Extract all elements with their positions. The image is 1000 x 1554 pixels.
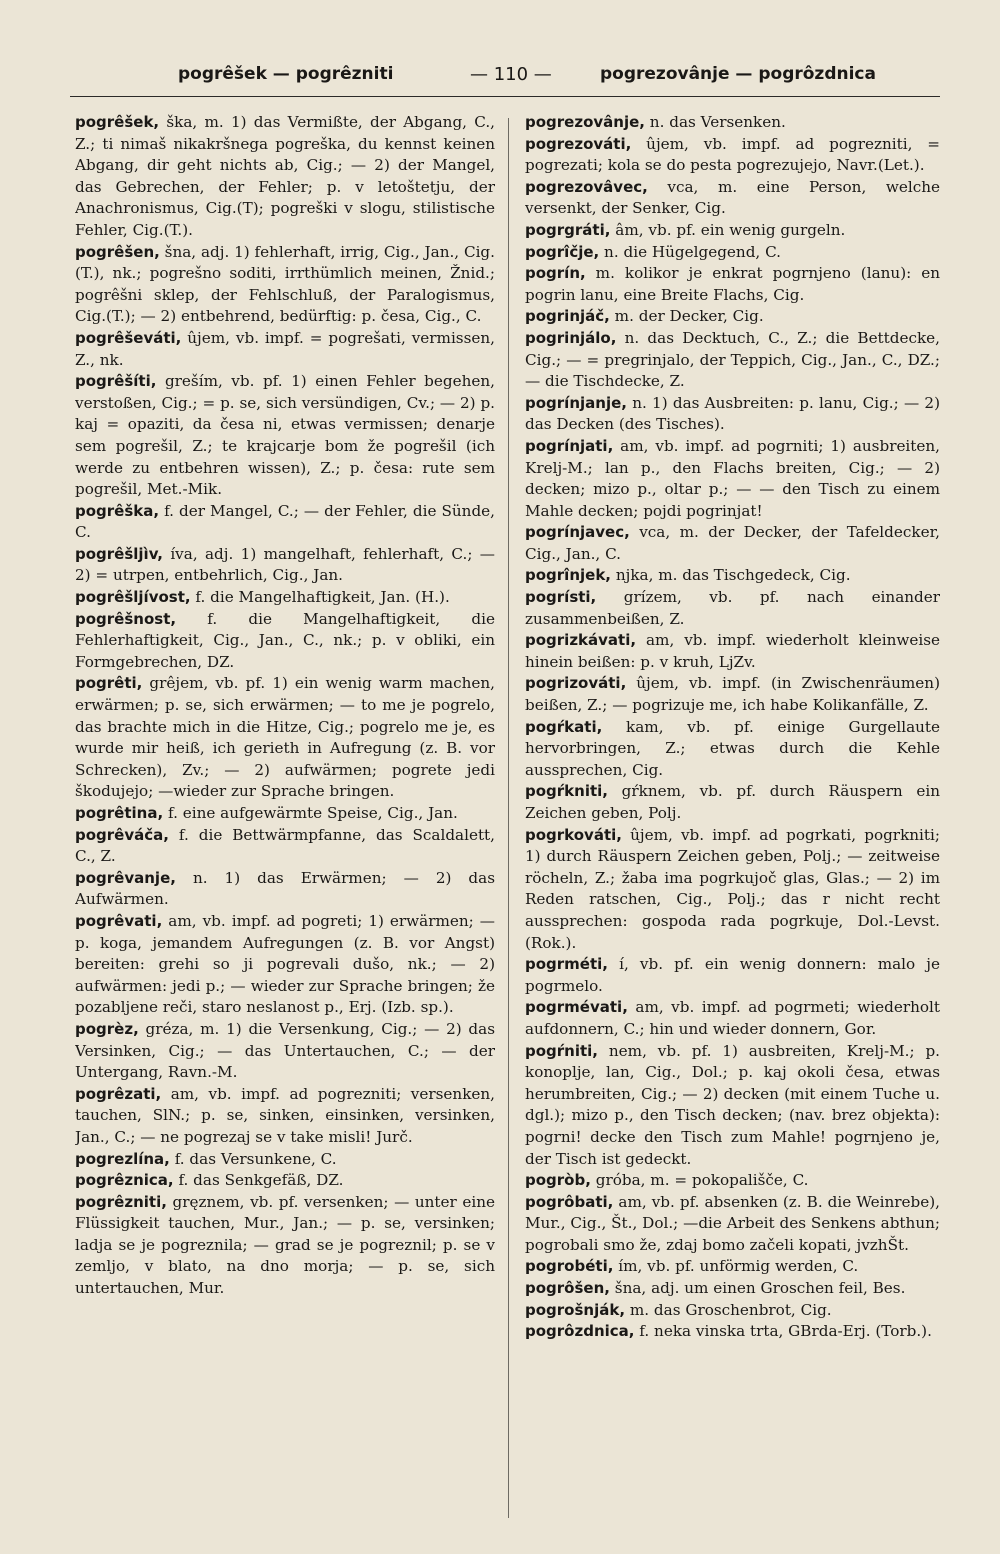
entry-headword: pogrêšen,	[75, 242, 160, 261]
entry-definition: gręznem, vb. pf. versenken; — unter eine Flüssigkeit tauchen, Mur., Jan.; — p. se, versinken; ladja se je pogreznila; — grad se je pogreznil; p. se v zemljo, v blato, na dno morja; — p. se, sich untertauchen, Mur.	[75, 1192, 495, 1298]
entry-definition: ûjem, vb. impf. (in Zwischenräumen) beißen, Z.; — pogrizuje me, ich habe Kolikanfälle, Z.	[525, 674, 940, 715]
entry-definition: am, vb. impf. ad pogrezniti; versenken, tauchen, SlN.; p. se, sinken, einsinken, versinken, Jan., C.; — ne pogrezaj se v take misli! Jurč.	[75, 1084, 495, 1146]
dictionary-entry	[525, 673, 940, 716]
entry-definition: n. 1) das Erwärmen; — 2) das Aufwärmen.	[75, 868, 495, 909]
running-head-right: pogrezovânje — pogrôzdnica	[600, 64, 876, 84]
entry-definition: f. eine aufgewärmte Speise, Cig., Jan.	[163, 804, 458, 822]
entry-definition: í, vb. pf. ein wenig donnern: malo je pogrmelo.	[525, 955, 940, 995]
entry-definition: grêjem, vb. pf. 1) ein wenig warm machen, erwärmen; p. se, sich erwärmen; — to me je pogrelo, das brachte mich in die Hitze, Cig.; pogrelo me je, es wurde mir heiß, ich gerieth in Aufregung (z. B. vor Schrecken), Zv.; — 2) aufwärmen; pogrete jedi škodujejo; —wieder zur Sprache bringen.	[75, 674, 495, 801]
dictionary-entry	[525, 1192, 940, 1257]
entry-definition: n. die Hügelgegend, C.	[599, 242, 781, 261]
entry-headword: pogrèz,	[75, 1019, 139, 1038]
dictionary-entry	[525, 565, 940, 587]
entry-definition: ûjem, vb. impf. ad pogrezniti, = pogrezati; kola se do pesta pogrezujejo, Navr.(Let.).	[525, 134, 940, 175]
entry-headword: pogrezováti,	[525, 134, 632, 153]
entry-headword: pogrêšíti,	[75, 372, 157, 391]
entry-headword: pogrêšnost,	[75, 609, 177, 628]
entry-headword: pogrêzniti,	[75, 1192, 167, 1211]
entry-headword: pogrôšen,	[525, 1279, 610, 1298]
entry-definition: f. die Mangelhaftigkeit, die Fehlerhaftigkeit, Cig., Jan., C., nk.; p. v obliki, ein Formgebrechen, DZ.	[75, 609, 495, 671]
dictionary-entry	[525, 263, 940, 306]
entry-headword: pogrísti,	[525, 588, 597, 607]
dictionary-entry	[525, 242, 940, 264]
right-column	[525, 112, 940, 1536]
entry-definition: šna, adj. um einen Groschen feil, Bes.	[609, 1279, 906, 1298]
page-number: — 110 —	[470, 64, 552, 85]
entry-headword: pogrkováti,	[525, 825, 622, 844]
dictionary-entry	[75, 1019, 495, 1084]
entry-definition: âm, vb. pf. ein wenig gurgeln.	[610, 220, 846, 239]
entry-definition: m. kolikor je enkrat pogrnjeno (lanu): en pogrin lanu, eine Breite Flachs, Cig.	[525, 264, 940, 304]
dictionary-entry	[525, 436, 940, 522]
entry-headword: pogrêšek,	[75, 113, 160, 131]
left-column	[75, 112, 495, 1536]
dictionary-entry	[75, 328, 495, 371]
dictionary-entry	[525, 1300, 940, 1322]
dictionary-entry	[75, 673, 495, 803]
entry-definition: njka, m. das Tischgedeck, Cig.	[611, 566, 851, 585]
entry-definition: íva, adj. 1) mangelhaft, fehlerhaft, C.; — 2) = utrpen, entbehrlich, Cig., Jan.	[75, 544, 495, 585]
dictionary-entry	[525, 825, 940, 955]
entry-headword: pogrezovânje,	[525, 113, 645, 131]
dictionary-entry	[75, 911, 495, 1019]
entry-definition: gróba, m. = pokopališče, C.	[590, 1171, 809, 1190]
entry-definition: vca, m. eine Person, welche versenkt, der Senker, Cig.	[525, 177, 940, 218]
entry-definition: šna, adj. 1) fehlerhaft, irrig, Cig., Jan., Cig.(T.), nk.; pogrešno soditi, irrthümlich meinen, Žnid.; pogrêšni sklep, der Fehlschluß, der Paralogismus, Cig.(T.); — 2) entbehrend, bedürftig: p. česa, Cig., C.	[75, 242, 495, 326]
dictionary-entry	[525, 393, 940, 436]
dictionary-entry	[525, 954, 940, 997]
entry-definition: n. das Versenken.	[644, 113, 786, 131]
entry-headword: pogrînjek,	[525, 566, 611, 585]
dictionary-entry	[525, 1170, 940, 1192]
dictionary-entry	[75, 1084, 495, 1149]
entry-definition: am, vb. impf. ad pogreti; 1) erwärmen; — p. koga, jemandem Aufregungen (z. B. vor Angst) bereiten: grehi so ji pogrevali dušo, nk.; — 2) aufwärmen: jedi p.; — wieder zur Sprache bringen; že pozabljene reči, staro neslanost p., Erj. (Izb. sp.).	[75, 911, 495, 1017]
entry-definition: kam, vb. pf. einige Gurgellaute hervorbringen, Z.; etwas durch die Kehle aussprechen, Cig.	[525, 717, 940, 779]
dictionary-entry	[525, 587, 940, 630]
entry-definition: f. die Mangelhaftigkeit, Jan. (H.).	[190, 588, 450, 607]
dictionary-entry	[75, 868, 495, 911]
entry-headword: pogrîčje,	[525, 242, 600, 261]
entry-headword: pogròb,	[525, 1171, 591, 1190]
entry-headword: pogrôzdnica,	[525, 1322, 635, 1341]
entry-headword: pogrêvati,	[75, 911, 163, 930]
dictionary-entry	[75, 1149, 495, 1171]
entry-definition: f. neka vinska trta, GBrda-Erj. (Torb.).	[634, 1322, 932, 1341]
entry-headword: pogŕkati,	[525, 717, 603, 736]
entry-definition: f. der Mangel, C.; — der Fehler, die Sünde, C.	[75, 501, 495, 542]
dictionary-entry	[525, 134, 940, 177]
entry-headword: pogrêznica,	[75, 1171, 174, 1190]
dictionary-entry	[75, 501, 495, 544]
entry-definition: nem, vb. pf. 1) ausbreiten, Krelj-M.; p. konoplje, lan, Cig., Dol.; p. kaj okoli česa, etwas herumbreiten, Cig.; — 2) decken (mit einem Tuche u. dgl.); mizo p., den Tisch decken; (nav. brez objekta): pogrni! decke den Tisch zum Mahle! pogrnjeno je, der Tisch ist gedeckt.	[525, 1041, 940, 1168]
entry-headword: pogrêševáti,	[75, 328, 182, 347]
entry-headword: pogŕkniti,	[525, 782, 608, 801]
dictionary-entry	[525, 522, 940, 565]
dictionary-entry	[525, 630, 940, 673]
entry-definition: f. das Versunkene, C.	[169, 1149, 337, 1168]
dictionary-entry	[525, 717, 940, 782]
entry-headword: pogrmévati,	[525, 998, 628, 1017]
dictionary-entry	[75, 803, 495, 825]
entry-definition: am, vb. impf. wiederholt kleinweise hinein beißen: p. v kruh, LjZv.	[525, 631, 940, 671]
entry-definition: ûjem, vb. impf. ad pogrkati, pogrkniti; 1) durch Räuspern Zeichen geben, Polj.; — zeitweise röcheln, Z.; žaba ima pogrkujoč glas, Glas.; — 2) im Reden ratschen, Cig., Polj.; das r nicht recht aussprechen: gospoda rada pogrkuje, Dol.-Levst.(Rok.).	[525, 825, 940, 952]
entry-definition: greším, vb. pf. 1) einen Fehler begehen, verstoßen, Cig.; = p. se, sich versündigen, Cv.; — 2) p. kaj = opaziti, da česa ni, etwas vermissen; denarje sem pogrešil, Z.; te krajcarje bom že pogrešil (ich werde zu entbehren wissen), Z.; p. česa: rute sem pogrešil, Met.-Mik.	[75, 372, 495, 499]
entry-definition: am, vb. impf. ad pogrniti; 1) ausbreiten, Krelj-M.; lan p., den Flachs breiten, Cig.; — 2) decken; mizo p., oltar p.; — — den Tisch zu einem Mahle decken; pojdi pogrinjat!	[525, 436, 940, 520]
entry-headword: pogrinjáč,	[525, 307, 610, 326]
entry-definition: grízem, vb. pf. nach einander zusammenbeißen, Z.	[525, 588, 940, 628]
entry-definition: gŕknem, vb. pf. durch Räuspern ein Zeichen geben, Polj.	[525, 782, 940, 822]
dictionary-entry	[525, 177, 940, 220]
entry-definition: am, vb. pf. absenken (z. B. die Weinrebe), Mur., Cig., Št., Dol.; —die Arbeit des Senkens abthun; pogrobali smo že, zdaj bomo začeli kopati, jvzhŠt.	[525, 1192, 940, 1254]
dictionary-entry	[525, 1278, 940, 1300]
dictionary-entry	[75, 1170, 495, 1192]
entry-headword: pogrêvanje,	[75, 868, 176, 887]
entry-headword: pogrínjanje,	[525, 393, 627, 412]
dictionary-entry	[75, 587, 495, 609]
entry-definition: f. das Senkgefäß, DZ.	[173, 1171, 344, 1190]
running-head-left: pogrêšek — pogrêzniti	[178, 64, 394, 84]
entry-headword: pogrinjálo,	[525, 328, 617, 347]
entry-headword: pogrêváča,	[75, 825, 169, 844]
entry-headword: pogrezovâvec,	[525, 177, 648, 196]
column-divider	[508, 118, 509, 1518]
entry-headword: pogŕniti,	[525, 1041, 599, 1060]
page-header	[70, 62, 940, 97]
entry-headword: pogrêšljívost,	[75, 588, 191, 607]
entry-definition: m. das Groschenbrot, Cig.	[625, 1300, 832, 1319]
entry-headword: pogrôbati,	[525, 1192, 614, 1211]
entry-headword: pogrgráti,	[525, 220, 611, 239]
entry-headword: pogrméti,	[525, 955, 608, 974]
dictionary-entry	[525, 997, 940, 1040]
entry-definition: gréza, m. 1) die Versenkung, Cig.; — 2) das Versinken, Cig.; — das Untertauchen, C.; — der Untergang, Ravn.-M.	[75, 1019, 495, 1082]
entry-headword: pogrêzati,	[75, 1084, 162, 1103]
entry-headword: pogrêšljìv,	[75, 544, 163, 563]
dictionary-entry	[75, 1192, 495, 1300]
entry-headword: pogrezlína,	[75, 1149, 170, 1168]
entry-definition: m. der Decker, Cig.	[609, 307, 764, 326]
entry-headword: pogrobéti,	[525, 1257, 614, 1276]
entry-definition: f. die Bettwärmpfanne, das Scaldalett, C., Z.	[75, 825, 495, 866]
entry-headword: pogrêška,	[75, 501, 160, 520]
entry-definition: n. 1) das Ausbreiten: p. lanu, Cig.; — 2) das Decken (des Tisches).	[525, 393, 940, 434]
entry-headword: pogrínjavec,	[525, 523, 630, 542]
entry-headword: pogrínjati,	[525, 436, 614, 455]
dictionary-entry	[525, 220, 940, 242]
dictionary-entry	[525, 306, 940, 328]
entry-definition: n. das Decktuch, C., Z.; die Bettdecke, Cig.; — = pregrinjalo, der Teppich, Cig., Jan., C., DZ.; — die Tischdecke, Z.	[525, 328, 940, 391]
dictionary-entry	[525, 1256, 940, 1278]
entry-headword: pogrizkávati,	[525, 631, 637, 650]
dictionary-entry	[75, 112, 495, 242]
entry-definition: am, vb. impf. ad pogrmeti; wiederholt aufdonnern, C.; hin und wieder donnern, Gor.	[525, 998, 940, 1038]
entry-definition: ûjem, vb. impf. = pogrešati, vermissen, Z., nk.	[75, 328, 495, 369]
dictionary-entry	[75, 242, 495, 328]
dictionary-entry	[75, 544, 495, 587]
dictionary-entry	[525, 328, 940, 393]
entry-headword: pogrizováti,	[525, 674, 627, 693]
entry-definition: vca, m. der Decker, der Tafeldecker, Cig., Jan., C.	[525, 523, 940, 563]
entry-headword: pogrošnják,	[525, 1300, 626, 1319]
dictionary-entry	[75, 609, 495, 674]
dictionary-entry	[525, 781, 940, 824]
dictionary-entry	[75, 371, 495, 501]
dictionary-entry	[525, 112, 940, 134]
dictionary-entry	[525, 1041, 940, 1171]
entry-headword: pogrêti,	[75, 674, 143, 693]
entry-headword: pogrín,	[525, 264, 586, 283]
entry-headword: pogrêtina,	[75, 804, 164, 822]
dictionary-entry	[525, 1321, 940, 1343]
entry-definition: ška, m. 1) das Vermißte, der Abgang, C., Z.; ti nimaš nikakršnega pogreška, du kennst keinen Abgang, dir geht nichts ab, Cig.; — 2) der Mangel, das Gebrechen, der Fehler; p. v letoštetju, der Anachronismus, Cig.(T); pogreški v slogu, stilistische Fehler, Cig.(T.).	[75, 113, 495, 239]
entry-definition: ím, vb. pf. unförmig werden, C.	[613, 1257, 859, 1276]
dictionary-entry	[75, 825, 495, 868]
